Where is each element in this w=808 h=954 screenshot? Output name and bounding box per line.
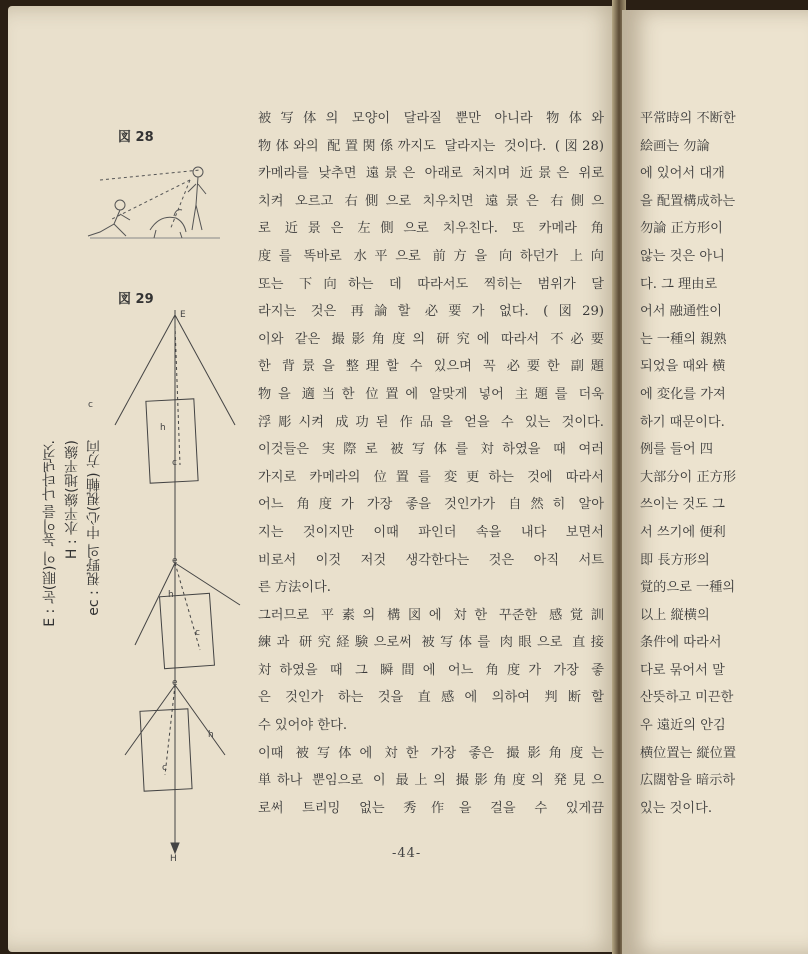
fig29-margin-mark: c (88, 400, 93, 410)
text-line: 쓰이는 것도 그 (640, 497, 725, 513)
text-line: 이때 被写体에 対한 가장 좋은 撮影角度는 (258, 745, 604, 761)
text-line: 어느 角度가 가장 좋을 것인가가 自然히 알아 (258, 497, 604, 513)
caption-line-1: E : 눈(眼)이 높이를 나타낸것. (42, 440, 58, 627)
text-line: 練과 研究経験으로써 被写体를 肉眼으로 直接 (258, 635, 604, 651)
text-line: 산뜻하고 미끈한 (640, 690, 734, 706)
right-page-text (640, 105, 808, 822)
fig29-point-e-mid: e (172, 556, 178, 566)
text-line: 例를 들어 四 (640, 442, 713, 458)
caption-line-3: ec : 視野의 中心(視軸) 方向 (86, 440, 102, 616)
text-line: 한 背景을 整理할 수 있으며 꼭 必要한 副題 (258, 359, 604, 375)
fig29-point-c-3: c (162, 763, 167, 773)
fig29-point-c-1: c (172, 458, 177, 468)
text-line: 対하였을 때 그 瞬間에 어느 角度가 가장 좋 (258, 662, 604, 678)
text-line: 横位置는 縦位置 (640, 745, 737, 761)
text-line: 이와 같은 撮影角度의 研究에 따라서 不必要 (258, 331, 604, 347)
text-line: 않는 것은 아니 (640, 248, 725, 264)
text-line: 지는 것이지만 이때 파인더 속을 내다 보면서 (258, 524, 604, 540)
text-line: 로써 트리밍 없는 秀作을 걸을 수 있게끔 (258, 800, 604, 816)
text-line: 수 있어야 한다. (258, 718, 348, 734)
text-line: 大部分이 正方形 (640, 469, 737, 485)
fig29-point-c-2: c (195, 628, 200, 638)
fig29-point-e-top: E (180, 310, 186, 320)
text-line: 그러므로 平素의 構図에 対한 꾸준한 感覚訓 (258, 607, 604, 623)
text-line: 다로 묶어서 말 (640, 662, 725, 678)
text-line: 하기 때문이다. (640, 414, 725, 430)
text-line: 浮彫시켜 成功된 作品을 얻을 수 있는 것이다. (258, 414, 604, 430)
text-line: 우 遠近의 안김 (640, 718, 726, 734)
text-line: 에 変化를 가져 (640, 386, 726, 402)
text-line: 単하나 뿐임으로 이 最上의 撮影角度의 発見으 (258, 773, 604, 789)
text-line: 은 것인가 하는 것을 直感에 의하여 判断할 (258, 690, 604, 706)
text-line: 以上 縦横의 (640, 607, 710, 623)
figure-caption (40, 440, 120, 800)
text-line: 条件에 따라서 (640, 635, 722, 651)
text-line: 物을 適当한 位置에 알맞게 넣어 主題를 더욱 (258, 386, 604, 402)
figure-28-illustration (80, 160, 230, 250)
text-line: 에 있어서 대개 (640, 166, 725, 182)
text-line: 度를 똑바로 水平으로 前方을 向하던가 上向 (258, 248, 604, 264)
text-line: 이것들은 実際로 被写体를 対하였을 때 여러 (258, 442, 604, 458)
text-line: 即 長方形의 (640, 552, 710, 568)
text-line: 른 方法이다. (258, 580, 331, 596)
text-line: 覚的으로 一種의 (640, 580, 736, 596)
text-line: 어서 融通性이 (640, 304, 722, 320)
text-line: 로 近景은 左側으로 치우친다. 또 카메라 角 (258, 221, 604, 237)
text-line: 치켜 오르고 右側으로 치우치면 遠景은 右側으 (258, 193, 604, 209)
text-line: 또는 下向하는 데 따라서도 찍히는 범위가 달 (258, 276, 604, 292)
fig29-point-e-bottom: e (172, 678, 178, 688)
text-line: 平常時의 不断한 (640, 111, 736, 126)
caption-line-2: H : 水平線(地平線) (64, 440, 80, 560)
text-line: 카메라를 낮추면 遠景은 아래로 처지며 近景은 위로 (258, 166, 604, 182)
text-line: 는 一種의 親熟 (640, 331, 727, 347)
page-number: -44- (392, 846, 422, 861)
fig29-point-h-2: h (168, 590, 174, 600)
text-line: 되었을 때와 横 (640, 359, 726, 375)
text-line: 라지는 것은 再論할 必要가 없다. (図29) (258, 304, 604, 320)
text-line: 비로서 이것 저것 생각한다는 것은 아직 서트 (258, 552, 604, 568)
figure-28-label: 図 28 (118, 130, 154, 145)
text-line: 있는 것이다. (640, 800, 713, 816)
text-line: 広闊함을 暗示하 (640, 773, 736, 789)
body-text (258, 105, 604, 822)
text-line: 서 쓰기에 便利 (640, 524, 726, 540)
text-line: 勿論 正方形이 (640, 221, 723, 237)
text-line: 가지로 카메라의 位置를 変更하는 것에 따라서 (258, 469, 604, 485)
text-line: 絵画는 勿論 (640, 138, 710, 154)
text-line: 被写体의 모양이 달라질 뿐만 아니라 物体와 (258, 111, 604, 126)
text-line: 을 配置構成하는 (640, 193, 736, 209)
text-line: 다. 그 理由로 (640, 276, 718, 292)
fig29-point-h-1: h (160, 423, 166, 433)
figure-29-diagram (100, 305, 260, 865)
text-line: 物体와의 配置関係까지도 달라지는 것이다. (図28) (258, 138, 604, 154)
fig29-point-h-3: h (208, 730, 214, 740)
fig29-point-h-bottom: H (170, 854, 177, 864)
figure-29-label: 図 29 (118, 292, 154, 307)
